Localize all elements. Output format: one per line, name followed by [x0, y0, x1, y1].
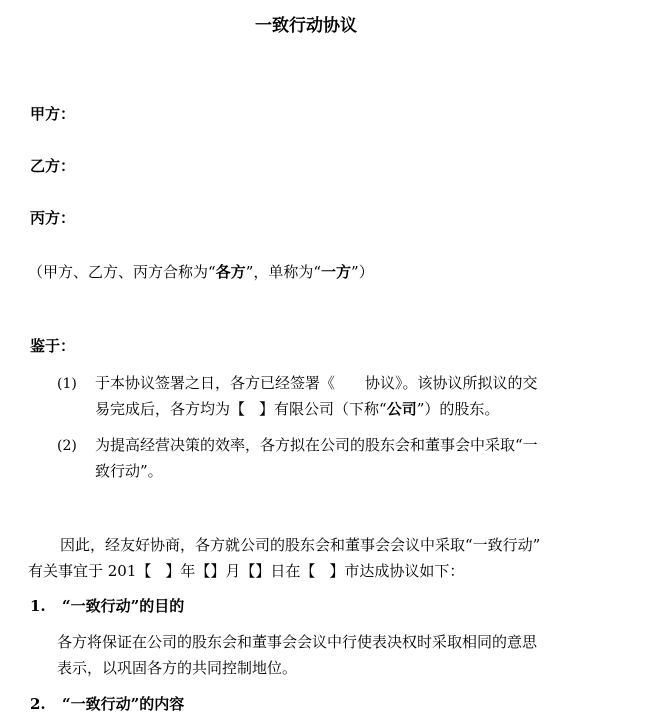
recital-2-line-1: 为提高经营决策的效率，各方拟在公司的股东会和董事会中采取“一 — [95, 436, 538, 454]
section-1-body-line-2: 表示，以巩固各方的共同控制地位。 — [57, 659, 298, 677]
recital-2-line-2: 致行动”。 — [95, 462, 163, 480]
collective-term-one: 一方 — [321, 263, 352, 281]
party-a-label: 甲方： — [30, 105, 76, 123]
agreement-line-1: 因此，经友好协商，各方就公司的股东会和董事会会议中采取“一致行动” — [60, 536, 541, 554]
recital-1-line-2-a: 易完成后，各方均为【 — [95, 400, 246, 418]
agreement-line-2-b: 】年【】月【】日在【 — [165, 562, 316, 580]
agreement-line-2-c: 】市达成协议如下： — [329, 562, 465, 580]
section-1-title: “一致行动”的目的 — [62, 597, 185, 615]
section-1-heading — [30, 596, 184, 616]
document-title: 一致行动协议 — [255, 16, 357, 36]
collective-definition — [28, 262, 374, 282]
party-b-label: 乙方： — [30, 157, 76, 175]
recital-1-line-2-b: 】有限公司（下称“ — [259, 400, 387, 418]
agreement-line-2-a: 有关事宜于 201【 — [28, 562, 152, 580]
recital-1-line-2 — [95, 399, 499, 419]
collective-prefix: （甲方、乙方、丙方合称为“ — [28, 263, 216, 281]
section-1-number: 1. — [30, 597, 46, 615]
recital-1-number: (1) — [57, 376, 77, 392]
section-2-number: 2. — [30, 695, 46, 713]
collective-middle: ”，单称为“ — [245, 263, 322, 281]
agreement-line-2 — [28, 561, 464, 581]
collective-term-all: 各方 — [215, 263, 246, 281]
section-2-title: “一致行动”的内容 — [62, 695, 185, 713]
recital-1-line-1-a: 于本协议签署之日，各方已经签署《 — [95, 374, 336, 392]
party-c-label: 丙方： — [30, 209, 76, 227]
whereas-label: 鉴于： — [30, 337, 76, 355]
recital-2-number: (2) — [57, 438, 77, 454]
section-1-body-line-1: 各方将保证在公司的股东会和董事会会议中行使表决权时采取相同的意思 — [57, 633, 538, 651]
recital-1-company-term: 公司 — [386, 400, 417, 418]
recital-1-line-2-c: ”）的股东。 — [416, 400, 500, 418]
collective-suffix: ”） — [351, 263, 374, 281]
section-2-heading — [30, 694, 184, 714]
recital-1-line-1-b: 协议》。该协议所拟议的交 — [365, 374, 538, 392]
recital-1-line-1 — [95, 373, 538, 393]
